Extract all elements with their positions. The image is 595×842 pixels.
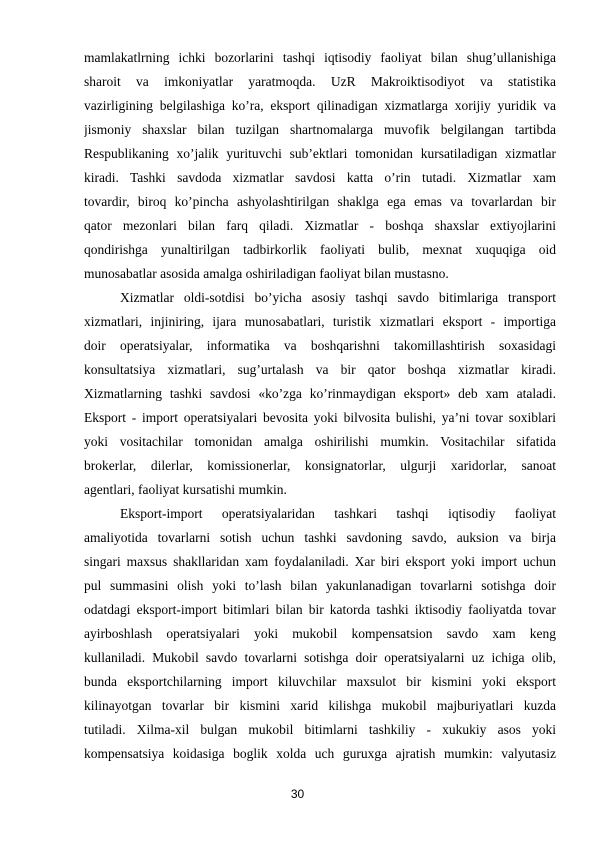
text-line: amaliyotida tovarlarni sotish uchun tashki savdoning savdo, auksion va birja [84, 530, 556, 545]
text-line: pul summasini olish yoki to’lash bilan yakunlanadigan tovarlarni sotishga doir [84, 578, 556, 593]
text-line: kiradi. Tashki savdoda xizmatlar savdosi katta o’rin tutadi. Xizmatlar xam [84, 170, 556, 185]
text-line: sharoit va imkoniyatlar yaratmoqda. UzR Makroiktisodiyot va statistika [84, 74, 556, 89]
text-line: kilinayotgan tovarlar bir kismini xarid kilishga mukobil majburiyatlari kuzda [84, 698, 556, 713]
text-line: jismoniy shaxslar bilan tuzilgan shartnomalarga muvofik belgilangan tartibda [84, 122, 556, 137]
text-line: Respublikaning xo’jalik yurituvchi sub’ektlari tomonidan kursatiladigan xizmatlar [84, 146, 556, 161]
text-line: tutiladi. Xilma-xil bulgan mukobil bitimlarni tashkiliy - xukukiy asos yoki [84, 722, 556, 737]
text-line: Xizmatlarning tashki savdosi «ko’zga ko’rinmaydigan eksport» deb xam ataladi. [84, 386, 556, 401]
text-line: Eksport - import operatsiyalari bevosita yoki bilvosita bulishi, ya’ni tovar soxiblari [84, 410, 556, 425]
text-line: yoki vositachilar tomonidan amalga oshirilishi mumkin. Vositachilar sifatida [84, 434, 556, 449]
text-line: munosabatlar asosida amalga oshiriladigan faoliyat bilan mustasno. [84, 266, 449, 281]
text-line: bunda eksportchilarning import kiluvchilar maxsulot bir kismini yoki eksport [84, 674, 556, 689]
text-line: ayirboshlash operatsiyalari yoki mukobil kompensatsion savdo xam keng [84, 626, 556, 641]
paragraph-first-line: Xizmatlar oldi-sotdisi bo’yicha asosiy tashqi savdo bitimlariga transport [120, 290, 556, 305]
text-line: tovardir, biroq ko’pincha ashyolashtirilgan shaklga ega emas va tovarlardan bir [84, 194, 556, 209]
text-line: qator mezonlari bilan farq qiladi. Xizmatlar - boshqa shaxslar extiyojlarini [84, 218, 556, 233]
text-line: mamlakatlrning ichki bozorlarini tashqi iqtisodiy faoliyat bilan shug’ullanishiga [84, 50, 556, 65]
text-line: qondirishga yunaltirilgan tadbirkorlik faoliyati bulib, mexnat xuquqiga oid [84, 242, 556, 257]
text-line: odatdagi eksport-import bitimlari bilan bir katorda tashki iktisodiy faoliyatda tovar [84, 602, 556, 617]
text-line: konsultatsiya xizmatlari, sug’urtalash va bir qator boshqa xizmatlar kiradi. [84, 362, 556, 377]
text-line: xizmatlari, injiniring, ijara munosabatlari, turistik xizmatlari eksport - importiga [84, 314, 556, 329]
text-line: brokerlar, dilerlar, komissionerlar, konsignatorlar, ulgurji xaridorlar, sanoat [84, 458, 556, 473]
page-number: 30 [290, 787, 305, 801]
text-line: kullaniladi. Mukobil savdo tovarlarni sotishga doir operatsiyalarni uz ichiga olib, [84, 650, 556, 665]
text-line: vazirligining belgilashiga ko’ra, eksport qilinadigan xizmatlarga xorijiy yuridik va [84, 98, 556, 113]
text-line: singari maxsus shakllaridan xam foydalaniladi. Xar biri eksport yoki import uchun [84, 554, 556, 569]
paragraph-first-line: Eksport-import operatsiyalaridan tashkari tashqi iqtisodiy faoliyat [120, 506, 556, 521]
text-line: agentlari, faoliyat kursatishi mumkin. [84, 482, 287, 497]
text-line: doir operatsiyalar, informatika va boshqarishni takomillashtirish soxasidagi [84, 338, 556, 353]
text-line: kompensatsiya koidasiga boglik xolda uch guruxga ajratish mumkin: valyutasiz [84, 746, 556, 761]
